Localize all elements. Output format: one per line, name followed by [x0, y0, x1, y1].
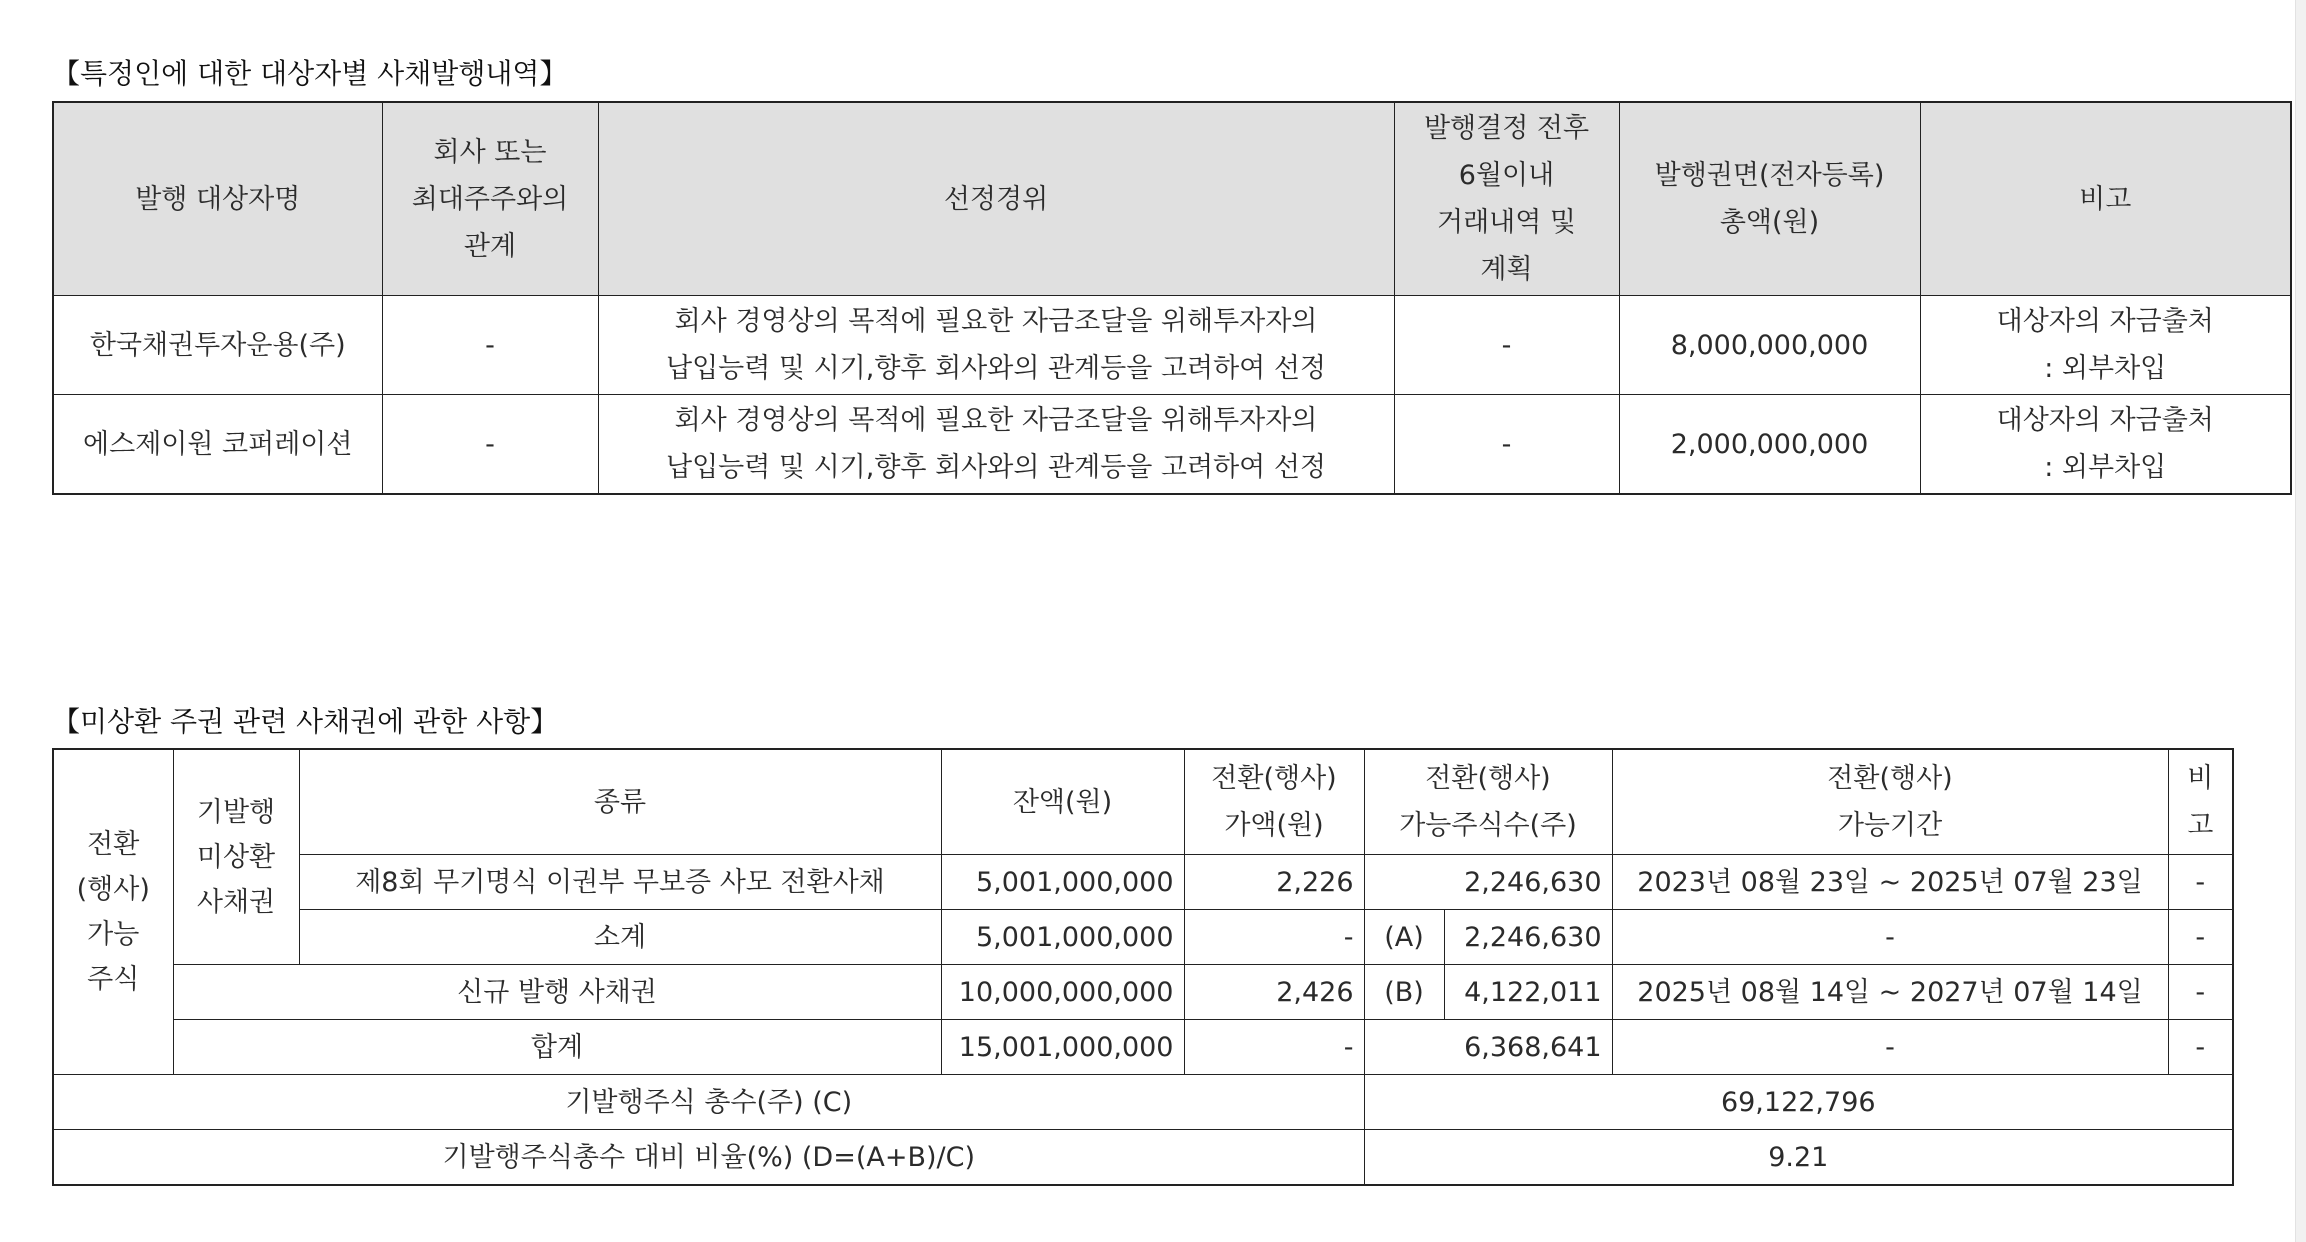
balance-value: 5,001,000,000: [941, 855, 1184, 910]
header-face-amount: 발행권면(전자등록) 총액(원): [1619, 102, 1920, 296]
selection-reason: 회사 경영상의 목적에 필요한 자금조달을 위해투자자의 납입능력 및 시기,향후 회사와의 관계등을 고려하여 선정: [598, 395, 1394, 495]
table-header-row: [53, 749, 2233, 855]
convertible-shares-label: 전환 (행사) 가능 주식: [53, 749, 173, 1075]
transaction-history: -: [1394, 395, 1619, 495]
table-row: [53, 965, 2233, 1020]
conversion-price: 2,226: [1184, 855, 1364, 910]
header-balance: 잔액(원): [941, 749, 1184, 855]
issuee-name: 에스제이원 코퍼레이션: [53, 395, 382, 495]
table-row: [53, 1020, 2233, 1075]
unredeemed-bonds-table: [52, 748, 2234, 1186]
note-value: -: [2168, 855, 2233, 910]
conversion-price: -: [1184, 910, 1364, 965]
selection-reason: 회사 경영상의 목적에 필요한 자금조달을 위해투자자의 납입능력 및 시기,향후 회사와의 관계등을 고려하여 선정: [598, 296, 1394, 395]
relation-value: -: [382, 296, 598, 395]
subtotal-label: 소계: [299, 910, 941, 965]
note-value: 대상자의 자금출처 : 외부차입: [1920, 296, 2291, 395]
header-convertible-shares: 전환(행사) 가능주식수(주): [1364, 749, 1612, 855]
conversion-period: -: [1612, 910, 2168, 965]
convertible-shares: 4,122,011: [1444, 965, 1612, 1020]
issued-shares-label: 기발행주식 총수(주) (C): [53, 1075, 1364, 1130]
new-bond-label: 신규 발행 사채권: [173, 965, 941, 1020]
header-note: 비고: [1920, 102, 2291, 296]
header-transaction-history: 발행결정 전후 6월이내 거래내역 및 계획: [1394, 102, 1619, 296]
shares-tag: (B): [1364, 965, 1444, 1020]
balance-value: 10,000,000,000: [941, 965, 1184, 1020]
prior-issued-bonds-label: 기발행 미상환 사채권: [173, 749, 299, 965]
header-conversion-price: 전환(행사) 가액(원): [1184, 749, 1364, 855]
ratio-label: 기발행주식총수 대비 비율(%) (D=(A+B)/C): [53, 1130, 1364, 1186]
face-amount: 2,000,000,000: [1619, 395, 1920, 495]
note-value: -: [2168, 1020, 2233, 1075]
balance-value: 5,001,000,000: [941, 910, 1184, 965]
table-row: [53, 855, 2233, 910]
conversion-price: -: [1184, 1020, 1364, 1075]
ratio-value: 9.21: [1364, 1130, 2233, 1186]
relation-value: -: [382, 395, 598, 495]
header-conversion-period: 전환(행사) 가능기간: [1612, 749, 2168, 855]
bond-type: 제8회 무기명식 이권부 무보증 사모 전환사채: [299, 855, 941, 910]
balance-value: 15,001,000,000: [941, 1020, 1184, 1075]
header-issuee-name: 발행 대상자명: [53, 102, 382, 296]
note-value: -: [2168, 965, 2233, 1020]
note-value: 대상자의 자금출처 : 외부차입: [1920, 395, 2291, 495]
convertible-shares: 2,246,630: [1444, 910, 1612, 965]
header-type: 종류: [299, 749, 941, 855]
table-row: [53, 395, 2291, 495]
conversion-period: 2025년 08월 14일 ~ 2027년 07월 14일: [1612, 965, 2168, 1020]
conversion-period: 2023년 08월 23일 ~ 2025년 07월 23일: [1612, 855, 2168, 910]
issued-shares-value: 69,122,796: [1364, 1075, 2233, 1130]
vertical-scrollbar[interactable]: [2295, 0, 2306, 1242]
table-header-row: [53, 102, 2291, 296]
section-title-unredeemed-bonds: 【미상환 주권 관련 사채권에 관한 사항】: [52, 705, 559, 738]
issuee-name: 한국채권투자운용(주): [53, 296, 382, 395]
section-title-bond-issuance: 【특정인에 대한 대상자별 사채발행내역】: [52, 57, 568, 90]
bond-issuance-table: [52, 101, 2292, 495]
convertible-shares: 2,246,630: [1364, 855, 1612, 910]
face-amount: 8,000,000,000: [1619, 296, 1920, 395]
header-selection-reason: 선정경위: [598, 102, 1394, 296]
convertible-shares: 6,368,641: [1364, 1020, 1612, 1075]
header-relation: 회사 또는 최대주주와의 관계: [382, 102, 598, 296]
table-row: [53, 296, 2291, 395]
shares-tag: (A): [1364, 910, 1444, 965]
table-row: [53, 1075, 2233, 1130]
header-note: 비 고: [2168, 749, 2233, 855]
note-value: -: [2168, 910, 2233, 965]
table-row: [53, 910, 2233, 965]
transaction-history: -: [1394, 296, 1619, 395]
conversion-period: -: [1612, 1020, 2168, 1075]
conversion-price: 2,426: [1184, 965, 1364, 1020]
table-row: [53, 1130, 2233, 1186]
total-label: 합계: [173, 1020, 941, 1075]
